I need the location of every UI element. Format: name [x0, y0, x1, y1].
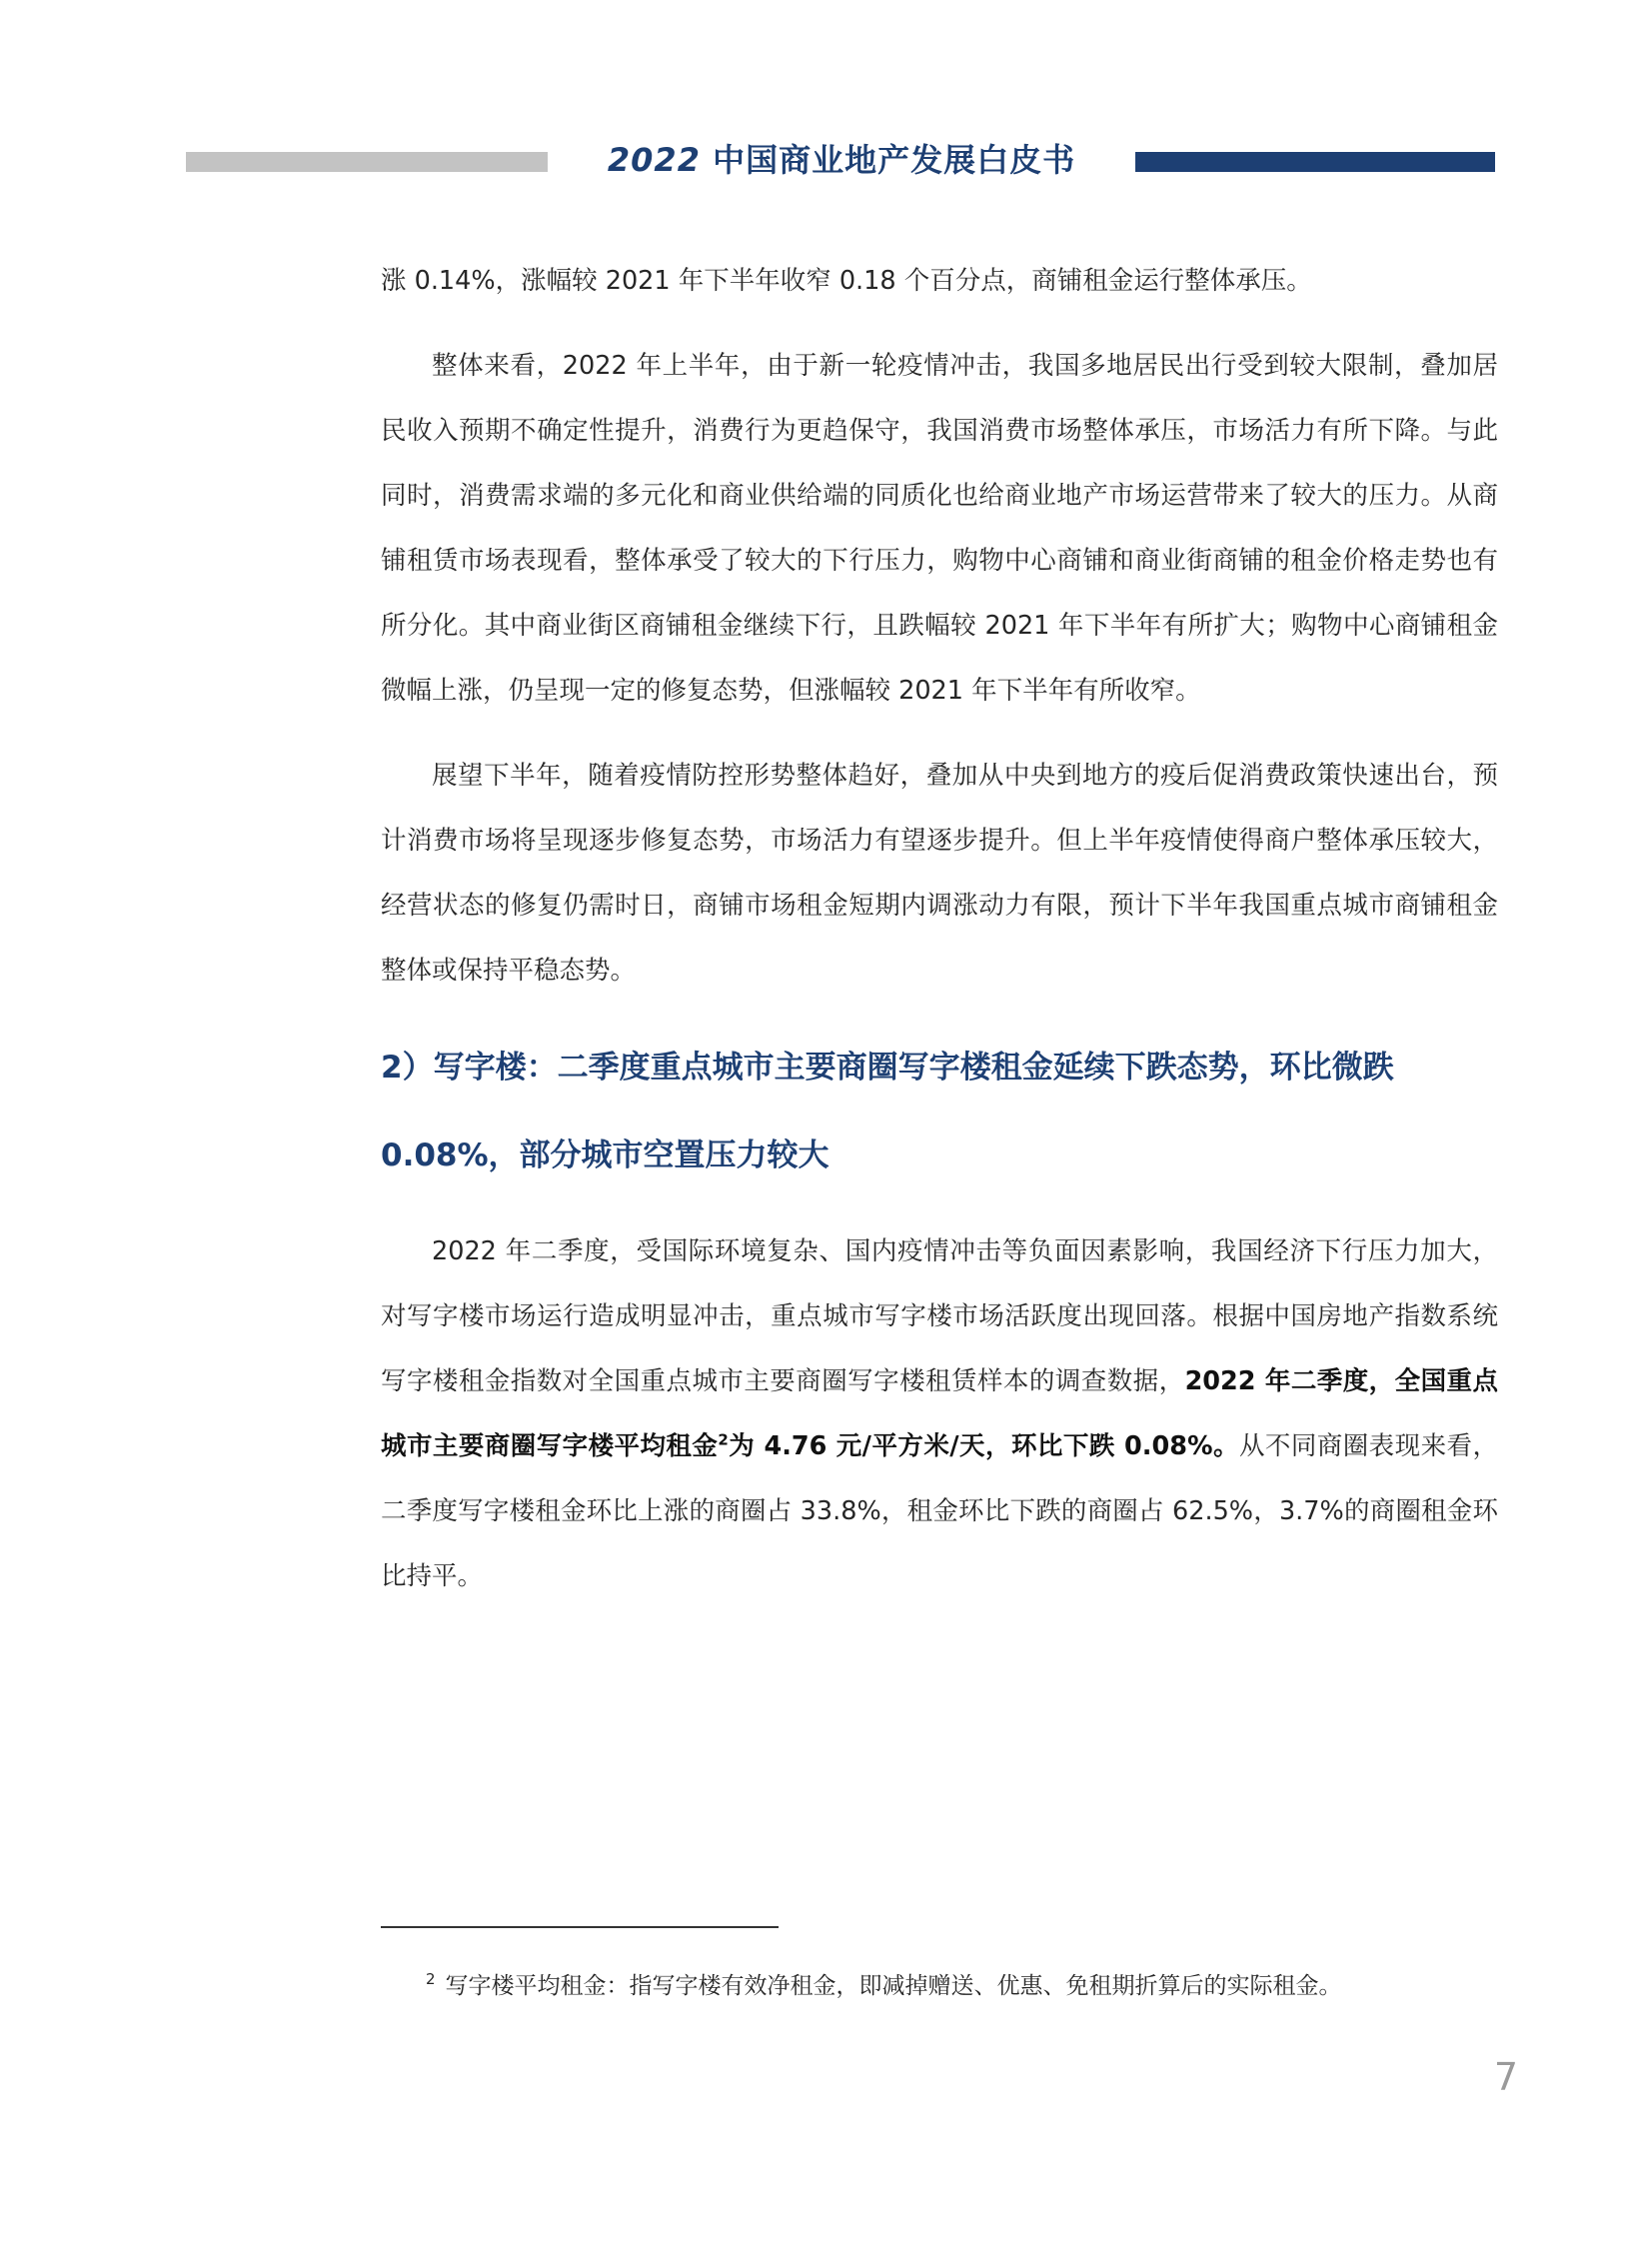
title-text: 中国商业地产发展白皮书 [700, 141, 1076, 179]
page-number: 7 [1493, 2055, 1518, 2099]
office-distribution-text: 从不同商圈表现来看，二季度写字楼租金环比上涨的商圈占 33.8%，租金环比下跌的商圈占 62.5%，3.7%的商圈租金环比持平。 [381, 1431, 1498, 1591]
footnote-text: 写字楼平均租金：指写字楼有效净租金，即减掉赠送、优惠、免租期折算后的实际租金。 [445, 1973, 1342, 1999]
footnote [426, 1959, 1342, 2006]
footnote-marker: 2 [426, 1970, 436, 1988]
header-blue-bar [1135, 152, 1495, 172]
paragraph-overall-review: 整体来看，2022 年上半年，由于新一轮疫情冲击，我国多地居民出行受到较大限制，叠加居民收入预期不确定性提升，消费行为更趋保守，我国消费市场整体承压，市场活力有所下降。与此同时，消费需求端的多元化和商业供给端的同质化也给商业地产市场运营带来了较大的压力。从商铺租赁市场表现看，整体承受了较大的下行压力，购物中心商铺和商业街商铺的租金价格走势也有所分化。其中商业街区商铺租金继续下行，且跌幅较 2021 年下半年有所扩大；购物中心商铺租金微幅上涨，仍呈现一定的修复态势，但涨幅较 2021 年下半年有所收窄。 [381, 351, 1498, 706]
footnote-reference: 2 [718, 1430, 729, 1449]
document-title [548, 136, 1135, 184]
paragraph-office-market [381, 1219, 1498, 1609]
header-gray-bar [186, 152, 548, 172]
office-key-finding: 2022 年二季度，全国重点城市主要商圈写字楼平均租金$^2$为 4.76 元/平方米/天，环比下跌 0.08%。 [381, 1366, 1498, 1461]
title-year: 2022 [607, 141, 701, 179]
office-intro-text: 2022 年二季度，受国际环境复杂、国内疫情冲击等负面因素影响，我国经济下行压力加大，对写字楼市场运行造成明显冲击，重点城市写字楼市场活跃度出现回落。根据中国房地产指数系统写字楼租金指数对全国重点城市主要商圈写字楼租赁样本的调查数据， [381, 1236, 1498, 1396]
body-content [381, 249, 1498, 1629]
paragraph-retail-rent-change: 涨 0.14%，涨幅较 2021 年下半年收窄 0.18 个百分点，商铺租金运行整体承压。 [381, 266, 1312, 296]
paragraph-outlook: 展望下半年，随着疫情防控形势整体趋好，叠加从中央到地方的疫后促消费政策快速出台，预计消费市场将呈现逐步修复态势，市场活力有望逐步提升。但上半年疫情使得商户整体承压较大，经营状态的修复仍需时日，商铺市场租金短期内调涨动力有限，预计下半年我国重点城市商铺租金整体或保持平稳态势。 [381, 761, 1498, 986]
footnote-divider [381, 1926, 779, 1928]
section-heading-office: 2）写字楼：二季度重点城市主要商圈写字楼租金延续下跌态势，环比微跌 0.08%，部分城市空置压力较大 [381, 1050, 1394, 1173]
